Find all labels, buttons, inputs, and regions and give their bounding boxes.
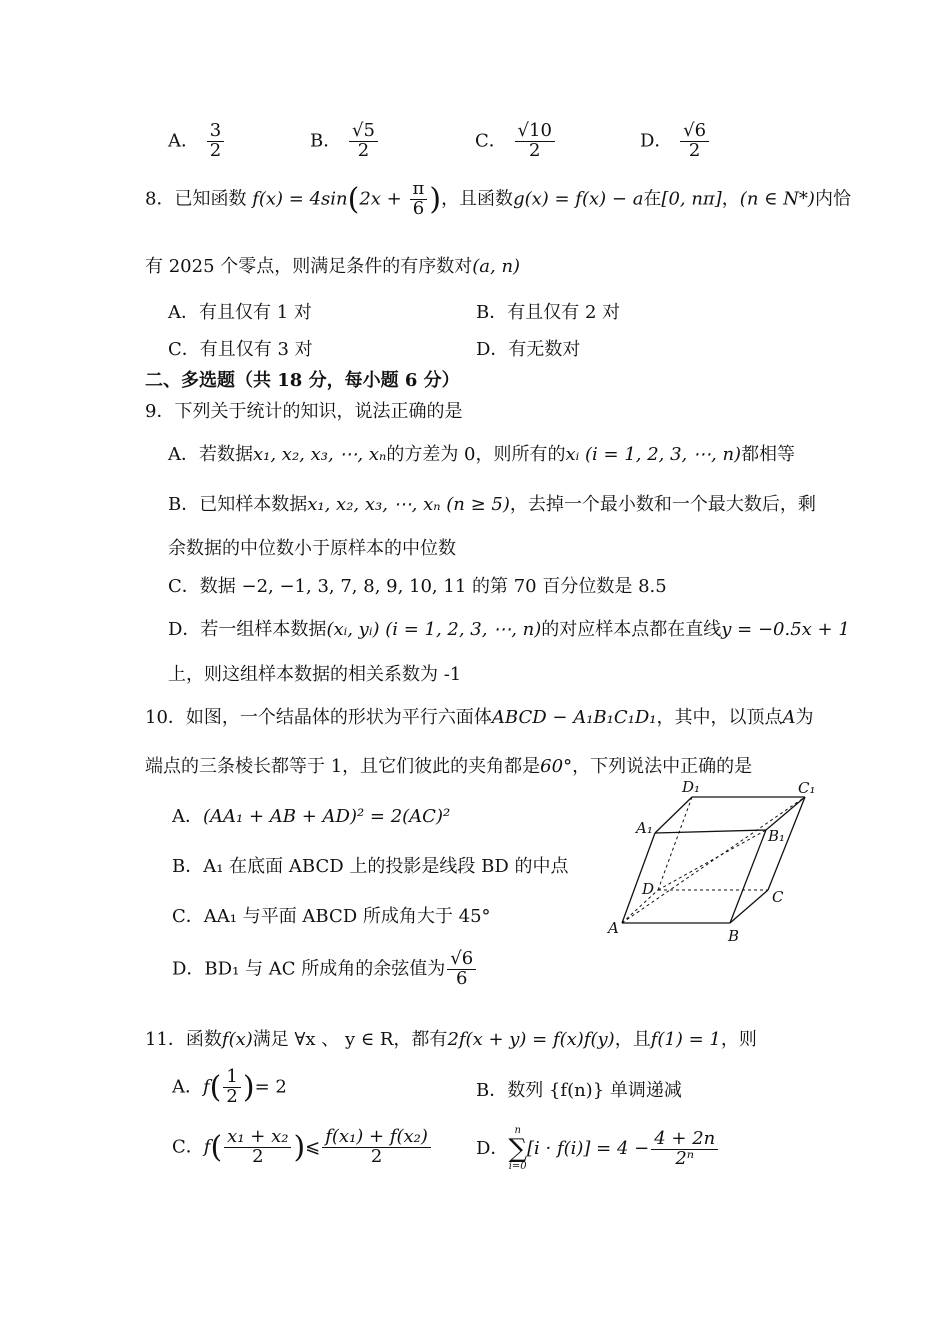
q11-option-b: B．数列 {f(n)} 单调递减 [476, 1080, 682, 1101]
fraction: $\frac{√6}{2}$ [680, 122, 709, 161]
label-D1: D₁ [682, 778, 701, 796]
q8-stem-line1: 8．已知函数 f(x) = 4sin(2x + $\frac{\pi}{6}$ )，且函数g(x) = f(x) − a在[0, nπ]，(n ∈ N*)内恰 [145, 178, 851, 219]
edge-A1D1 [655, 797, 692, 833]
q8-option-b: B．有且仅有 2 对 [476, 302, 621, 323]
diag-DB1 [658, 830, 766, 890]
fraction: $\frac{√5}{2}$ [349, 122, 378, 161]
label-C: C [772, 888, 784, 906]
q9-option-d-line1: D．若一组样本数据(xᵢ, yᵢ) (i = 1, 2, 3, ⋯, n)的对应样本点都在直线y = −0.5x + 1 [168, 619, 850, 640]
q8-option-a: A．有且仅有 1 对 [168, 302, 312, 323]
section-title: 二、多选题（共 18 分，每小题 6 分） [145, 370, 460, 391]
edge-BB1 [730, 830, 766, 923]
sum-symbol: n ∑ i=0 [508, 1125, 527, 1172]
q9-option-c: C．数据 −2, −1, 3, 7, 8, 9, 10, 11 的第 70 百分位数是 8.5 [168, 576, 667, 597]
q9-stem: 9．下列关于统计的知识，说法正确的是 [145, 401, 463, 422]
q11-option-a: A．f( $\frac{1}{2}$ )= 2 [172, 1066, 287, 1107]
q10-stem-line1: 10．如图，一个结晶体的形状为平行六面体ABCD − A₁B₁C₁D₁，其中，以顶点A为 [145, 707, 814, 728]
label-A1: A₁ [636, 819, 653, 837]
q9-option-b-line1: B．已知样本数据x₁, x₂, x₃, ⋯, xₙ (n ≥ 5)，去掉一个最小数和一个最大数后，剩 [168, 494, 816, 515]
label-B: B [728, 927, 740, 945]
q7-option-d: D． $\frac{√6}{2}$ [640, 122, 711, 161]
q11-option-d: D． n ∑ i=0 [i · f(i)] = 4 − $\frac{4 + 2n}{\text{2ⁿ}}$ [476, 1126, 720, 1172]
fraction: $\frac{3}{2}$ [207, 122, 224, 161]
q7-option-c: C． $\frac{√10}{2}$ [475, 122, 557, 161]
q8-option-d: D．有无数对 [476, 339, 581, 360]
q10-option-c: C．AA₁ 与平面 ABCD 所成角大于 45° [172, 906, 491, 927]
label-D: D [642, 880, 655, 898]
q10-option-b: B．A₁ 在底面 ABCD 上的投影是线段 BD 的中点 [172, 856, 569, 877]
q9-option-a: A．若数据x₁, x₂, x₃, ⋯, xₙ的方差为 0，则所有的xᵢ (i = 1, 2, 3, ⋯, n)都相等 [168, 444, 796, 465]
edge-A1B1 [655, 830, 766, 833]
edge-B1C1 [766, 797, 805, 830]
edge-DD1 [658, 797, 692, 890]
label-A: A [608, 919, 619, 937]
fraction: $\frac{√10}{2}$ [515, 122, 555, 161]
label-B1: B₁ [768, 827, 786, 845]
q8-option-c: C．有且仅有 3 对 [168, 339, 313, 360]
q9-option-d-line2: 上，则这组样本数据的相关系数为 -1 [168, 664, 462, 685]
q8-stem-line2: 有 2025 个零点，则满足条件的有序数对(a, n) [145, 256, 521, 277]
q10-option-a: A．(AA₁ + AB + AD)² = 2(AC)² [172, 806, 451, 827]
q11-stem: 11．函数f(x)满足 ∀x 、 y ∈ R，都有2f(x + y) = f(x)f(y)，且f(1) = 1，则 [145, 1029, 757, 1050]
q10-stem-line2: 端点的三条棱长都等于 1，且它们彼此的夹角都是60°，下列说法中正确的是 [145, 756, 753, 777]
q7-option-a: A． $\frac{3}{2}$ [168, 122, 226, 161]
q7-option-b: B． $\frac{√5}{2}$ [310, 122, 380, 161]
q10-option-d: D．BD₁ 与 AC 所成角的余弦值为 $\frac{√6}{6}$ [172, 950, 478, 989]
parallelepiped-figure [600, 775, 830, 945]
q11-option-c: C．f( $\frac{\text{x₁ + x₂}}{2}$ )⩽ $\frac{\text{f(x₁) + f(x₂)}}{2}$ [172, 1128, 433, 1167]
edge-AA1 [622, 833, 655, 923]
q9-option-b-line2: 余数据的中位数小于原样本的中位数 [168, 538, 456, 559]
label-C1: C₁ [798, 779, 816, 797]
